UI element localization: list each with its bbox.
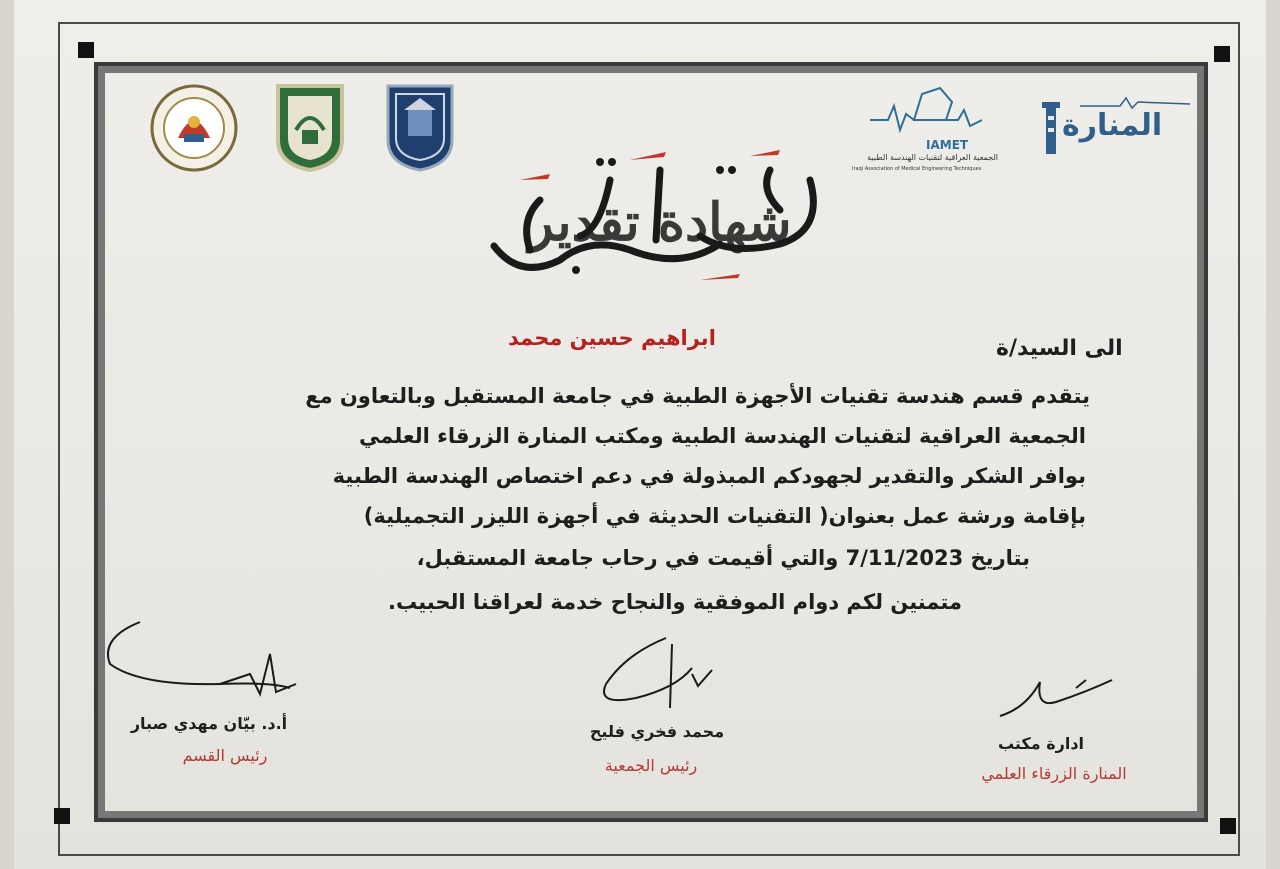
signature-role: رئيس الجمعية xyxy=(604,756,698,775)
almanara-brand-text: المنارة xyxy=(1062,108,1163,143)
iamet-logo-icon xyxy=(870,80,982,136)
body-line: يتقدم قسم هندسة تقنيات الأجهزة الطبية في جامعة المستقبل وبالتعاون مع xyxy=(305,384,1090,408)
signature-role: رئيس القسم xyxy=(182,746,268,765)
signature-head-of-department xyxy=(100,614,310,704)
corner-ornament xyxy=(54,808,70,824)
to-label: الى السيد/ة xyxy=(996,336,1123,361)
corner-ornament xyxy=(78,42,94,58)
body-line: الجمعية العراقية لتقنيات الهندسة الطبية ومكتب المنارة الزرقاء العلمي xyxy=(359,424,1086,448)
signature-name: محمد فخري فليح xyxy=(589,722,725,741)
body-line: بوافر الشكر والتقدير لجهودكم المبذولة في دعم اختصاص الهندسة الطبية xyxy=(332,464,1086,488)
certificate-title-text: شهادة تقدير xyxy=(528,192,792,253)
corner-ornament xyxy=(1214,46,1230,62)
signature-name: أ.د. بيّان مهدي صبار xyxy=(130,714,288,733)
signature-office-management xyxy=(996,668,1120,722)
corner-ornament xyxy=(1220,818,1236,834)
iamet-label: IAMET xyxy=(926,138,969,152)
body-line: متمنين لكم دوام الموفقية والنجاح خدمة لعراقنا الحبيب. xyxy=(387,590,962,614)
signature-association-head xyxy=(596,634,726,714)
signature-name: ادارة مكتب xyxy=(997,734,1085,753)
college-emblem-icon xyxy=(382,80,458,174)
certificate-title xyxy=(480,140,840,290)
iamet-english-name: Iraqi Association of Medical Engineering Techniques xyxy=(852,166,982,172)
iamet-arabic-name: الجمعية العراقية لتقنيات الهندسة الطبية xyxy=(867,153,998,162)
body-line: بإقامة ورشة عمل بعنوان( التقنيات الحديثة في أجهزة الليزر التجميلية) xyxy=(363,504,1086,528)
recipient-name: ابراهيم حسين محمد xyxy=(508,326,716,350)
body-line: بتاريخ 7/11/2023 والتي أقيمت في رحاب جامعة المستقبل، xyxy=(416,546,1030,570)
ministry-seal-icon xyxy=(148,82,240,174)
university-shield-icon xyxy=(272,80,348,174)
almanara-tower-icon xyxy=(1038,96,1064,158)
signature-role: المنارة الزرقاء العلمي xyxy=(981,764,1127,783)
